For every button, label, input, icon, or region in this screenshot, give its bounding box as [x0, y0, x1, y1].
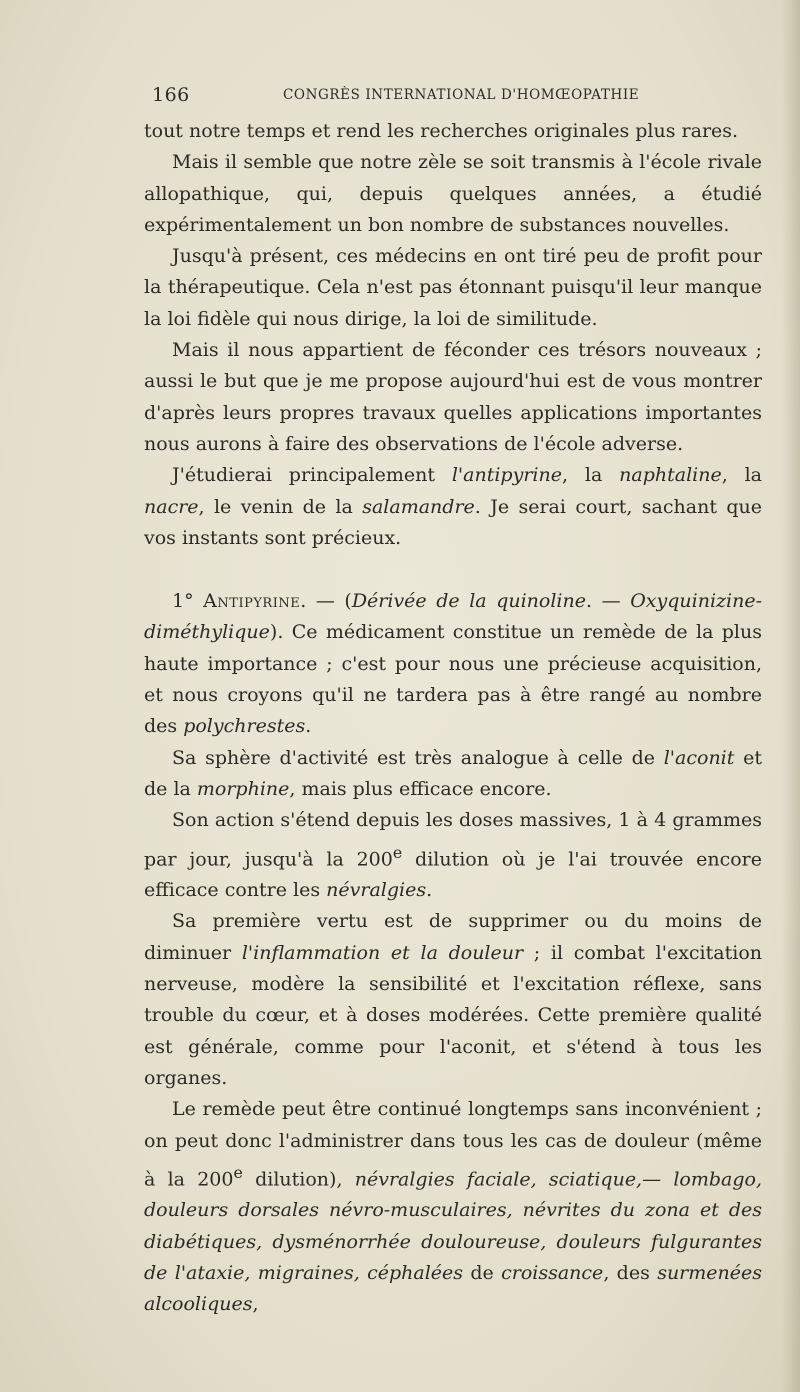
section-gap — [144, 554, 762, 586]
page-number: 166 — [152, 84, 190, 106]
paragraph-1: tout notre temps et rend les recherches originales plus rares. — [144, 120, 739, 142]
page-header — [0, 84, 800, 108]
page-edge-shadow — [782, 0, 800, 1392]
paragraph-3: Jusqu'à présent, ces médecins en ont tiré peu de profit pour la thérapeutique. Cela n'est pas étonnant puisqu'il leur manque la loi fidèle qui nous dirige, la loi de similitude. — [144, 245, 762, 330]
paragraph-8: Son action s'étend depuis les doses massives, 1 à 4 grammes par jour, jusqu'à la 200e dilution où je l'ai trouvée encore efficace contre les névralgies. — [144, 809, 762, 902]
paragraph-7: Sa sphère d'activité est très analogue à celle de l'aconit et de la morphine, mais plus efficace encore. — [144, 746, 762, 800]
running-head: CONGRÈS INTERNATIONAL D'HOMŒOPATHIE — [283, 87, 640, 103]
body-text — [144, 116, 762, 1321]
paragraph-antipyrine-heading: 1° Antipyrine. — (Dérivée de la quinoline. — Oxyquinizine-diméthylique). Ce médicament constitue un remède de la plus haute importance ; c'est pour nous une précieuse acquisition, et nous croyons qu'il ne tardera pas à être rangé au nombre des polychrestes. — [144, 590, 763, 738]
paragraph-10: Le remède peut être continué longtemps sans inconvénient ; on peut donc l'administrer dans tous les cas de douleur (même à la 200e dilution), névralgies faciale, sciatique,— lombago, douleurs dorsales névro-musculaires, névrites du zona et des diabétiques, dysménorrhée douloureuse, douleurs fulgurantes de l'ataxie, migraines, céphalées de croissance, des surmenées alcooliques, — [144, 1098, 762, 1316]
section-title: Antipyrine — [203, 590, 301, 613]
paragraph-2: Mais il semble que notre zèle se soit transmis à l'école rivale allopathique, qui, depuis quelques années, a étudié expérimentalement un bon nombre de substances nouvelles. — [144, 151, 762, 236]
paragraph-4: Mais il nous appartient de féconder ces trésors nouveaux ; aussi le but que je me propose aujourd'hui est de vous montrer d'après leurs propres travaux quelles applications importantes nous aurons à faire des observations de l'école adverse. — [144, 339, 762, 455]
paragraph-9: Sa première vertu est de supprimer ou du moins de diminuer l'inflammation et la douleur ; il combat l'excitation nerveuse, modère la sensibilité et l'excitation réflexe, sans trouble du cœur, et à doses modérées. Cette première qualité est générale, comme pour l'aconit, et s'étend à tous les organes. — [144, 910, 762, 1089]
paragraph-5: J'étudierai principalement l'antipyrine, la naphtaline, la nacre, le venin de la salamandre. Je serai court, sachant que vos instants sont précieux. — [144, 464, 763, 549]
